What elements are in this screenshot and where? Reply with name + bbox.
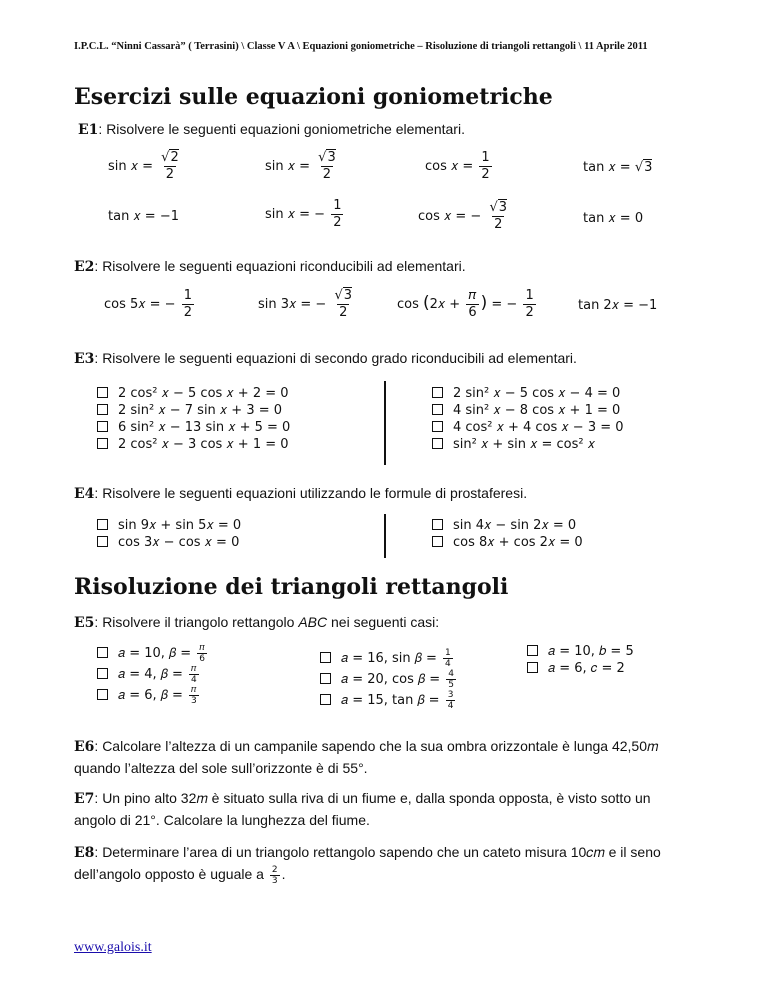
exercise-label: E2 bbox=[74, 259, 95, 275]
footer-link[interactable]: www.galois.it bbox=[74, 940, 152, 955]
list-item: 𝑎 = 6, 𝛽 = $\frac{\text{𝜋}}{3}$ bbox=[97, 685, 209, 706]
e3-right-list bbox=[432, 385, 624, 453]
equation: 6 sin² 𝑥 − 13 sin 𝑥 + 5 = 0 bbox=[118, 420, 291, 435]
exercise-text: : Risolvere il triangolo rettangolo bbox=[94, 614, 299, 630]
list-item bbox=[97, 436, 290, 453]
checkbox-icon bbox=[320, 694, 331, 705]
exercise-e2-prompt bbox=[74, 258, 466, 275]
exercise-label: E5 bbox=[74, 615, 95, 631]
equation: cos 8𝑥 + cos 2𝑥 = 0 bbox=[453, 535, 583, 550]
exercise-label: E3 bbox=[74, 351, 95, 367]
equation: 𝑎 = 10, 𝑏 = 5 bbox=[548, 644, 634, 659]
checkbox-icon bbox=[527, 645, 538, 656]
e5-col2 bbox=[320, 648, 458, 711]
checkbox-icon bbox=[97, 668, 108, 679]
exercise-text: : Risolvere le seguenti equazioni goniometriche elementari. bbox=[98, 121, 465, 137]
e5-col1 bbox=[97, 643, 209, 706]
list-item bbox=[432, 534, 583, 551]
checkbox-icon bbox=[97, 689, 108, 700]
checkbox-icon bbox=[97, 519, 108, 530]
equation: 4 sin² 𝑥 − 8 cos 𝑥 + 1 = 0 bbox=[453, 403, 621, 418]
exercise-text: : Risolvere le seguenti equazioni riconducibili ad elementari. bbox=[94, 258, 466, 274]
exercise-label: E6 bbox=[74, 739, 95, 755]
e4-right-list bbox=[432, 517, 583, 551]
exercise-text: : Risolvere le seguenti equazioni di secondo grado riconducibili ad elementari. bbox=[94, 350, 577, 366]
list-item bbox=[97, 402, 290, 419]
equation: sin² 𝑥 + sin 𝑥 = cos² 𝑥 bbox=[453, 437, 595, 452]
checkbox-icon bbox=[432, 387, 443, 398]
list-item: 𝑎 = 20, cos 𝛽 = $\frac{4}{5}$ bbox=[320, 669, 458, 690]
equation: 𝑎 = 6, 𝑐 = 2 bbox=[548, 661, 625, 676]
exercise-e7 bbox=[74, 788, 694, 831]
e4-left-list bbox=[97, 517, 241, 551]
list-item: 𝑎 = 10, 𝛽 = $\frac{\text{𝜋}}{6}$ bbox=[97, 643, 209, 664]
list-item: 𝑎 = 16, sin 𝛽 = $\frac{1}{4}$ bbox=[320, 648, 458, 669]
list-item bbox=[97, 385, 290, 402]
checkbox-icon bbox=[97, 404, 108, 415]
equation: sin 4𝑥 − sin 2𝑥 = 0 bbox=[453, 518, 577, 533]
list-item: 𝑎 = 4, 𝛽 = $\frac{\text{𝜋}}{4}$ bbox=[97, 664, 209, 685]
exercise-text: : Calcolare l’altezza di un campanile sapendo che la sua ombra orizzontale è lunga 42,50𝑚 quando l’altezza del sole sull’orizzonte è di 55°. bbox=[74, 738, 659, 776]
divider bbox=[384, 381, 386, 465]
exercise-e5-prompt bbox=[74, 614, 439, 631]
list-item: 𝑎 = 15, tan 𝛽 = $\frac{3}{4}$ bbox=[320, 690, 458, 711]
fraction-denominator: 3 bbox=[271, 876, 278, 886]
list-item bbox=[97, 419, 290, 436]
exercise-e6 bbox=[74, 736, 694, 779]
list-item bbox=[432, 517, 583, 534]
exercise-text: : Determinare l’area di un triangolo rettangolo sapendo che un cateto misura 10𝑐𝑚 e il seno dell’angolo opposto è uguale a bbox=[74, 844, 661, 882]
e3-left-list bbox=[97, 385, 290, 453]
list-item bbox=[97, 534, 241, 551]
list-item bbox=[432, 402, 624, 419]
exercise-label: E8 bbox=[74, 845, 95, 861]
equation: 2 sin² 𝑥 − 5 cos 𝑥 − 4 = 0 bbox=[453, 386, 621, 401]
equation: sin 𝑥 = − $\frac{1}{2}$ bbox=[265, 198, 342, 230]
checkbox-icon bbox=[97, 438, 108, 449]
checkbox-icon bbox=[97, 536, 108, 547]
equation: 2 sin² 𝑥 − 7 sin 𝑥 + 3 = 0 bbox=[118, 403, 283, 418]
checkbox-icon bbox=[97, 421, 108, 432]
divider bbox=[384, 514, 386, 558]
equation: 4 cos² 𝑥 + 4 cos 𝑥 − 3 = 0 bbox=[453, 420, 624, 435]
list-item bbox=[97, 517, 241, 534]
exercise-text: nei seguenti casi: bbox=[327, 614, 440, 630]
checkbox-icon bbox=[432, 438, 443, 449]
punctuation: . bbox=[281, 866, 286, 882]
equation: cos 𝑥 = − $\frac{√3}{2}$ bbox=[418, 200, 508, 232]
checkbox-icon bbox=[320, 652, 331, 663]
list-item bbox=[527, 643, 634, 660]
exercise-e8 bbox=[74, 842, 694, 886]
triangle-name: ABC bbox=[298, 614, 328, 630]
exercise-label: E4 bbox=[74, 486, 95, 502]
checkbox-icon bbox=[320, 673, 331, 684]
page-header: I.P.C.L. “Ninni Cassarà” ( Terrasini) \ Classe V A \ Equazioni goniometriche – Risoluzione di triangoli rettangoli \ 11 Aprile 2011 bbox=[74, 41, 648, 52]
checkbox-icon bbox=[432, 519, 443, 530]
equation: 2 cos² 𝑥 − 3 cos 𝑥 + 1 = 0 bbox=[118, 437, 289, 452]
equation: cos 5𝑥 = − $\frac{1}{2}$ bbox=[104, 288, 192, 320]
equation: tan 2𝑥 = −1 bbox=[578, 298, 658, 313]
exercise-label: E1 bbox=[78, 122, 99, 138]
equation: tan 𝑥 = −1 bbox=[108, 209, 179, 224]
exercise-label: E7 bbox=[74, 791, 95, 807]
list-item bbox=[527, 660, 634, 677]
equation: sin 𝑥 = $\frac{√3}{2}$ bbox=[265, 150, 336, 182]
list-item bbox=[432, 385, 624, 402]
checkbox-icon bbox=[432, 404, 443, 415]
list-item bbox=[432, 419, 624, 436]
exercise-text: : Un pino alto 32𝑚 è situato sulla riva di un fiume e, dalla sponda opposta, è visto sotto un angolo di 21°. Calcolare la lunghezza del fiume. bbox=[74, 790, 651, 828]
checkbox-icon bbox=[432, 536, 443, 547]
checkbox-icon bbox=[97, 647, 108, 658]
equation: tan 𝑥 = 0 bbox=[583, 211, 644, 226]
equation: tan 𝑥 = √3 bbox=[583, 160, 653, 175]
equation: cos 3𝑥 − cos 𝑥 = 0 bbox=[118, 535, 240, 550]
list-item bbox=[432, 436, 624, 453]
section-title-triangles: Risoluzione dei triangoli rettangoli bbox=[74, 574, 509, 600]
exercise-text: : Risolvere le seguenti equazioni utilizzando le formule di prostaferesi. bbox=[94, 485, 528, 501]
section-title-equations: Esercizi sulle equazioni goniometriche bbox=[74, 84, 553, 110]
exercise-e3-prompt bbox=[74, 350, 577, 367]
equation: sin 9𝑥 + sin 5𝑥 = 0 bbox=[118, 518, 242, 533]
e5-col3 bbox=[527, 643, 634, 677]
exercise-e4-prompt bbox=[74, 485, 527, 502]
checkbox-icon bbox=[527, 662, 538, 673]
checkbox-icon bbox=[97, 387, 108, 398]
equation: 2 cos² 𝑥 − 5 cos 𝑥 + 2 = 0 bbox=[118, 386, 289, 401]
checkbox-icon bbox=[432, 421, 443, 432]
fraction-numerator: 2 bbox=[271, 865, 278, 875]
exercise-e1-prompt bbox=[78, 121, 465, 138]
equation: sin 3𝑥 = − $\frac{√3}{2}$ bbox=[258, 288, 353, 320]
equation: sin 𝑥 = $\frac{√2}{2}$ bbox=[108, 150, 179, 182]
equation: cos (2𝑥 + $\frac{\text{𝜋}}{6}$ ) = − $\frac{1}{2}$ bbox=[397, 288, 534, 320]
equation: cos 𝑥 = $\frac{1}{2}$ bbox=[425, 150, 490, 182]
